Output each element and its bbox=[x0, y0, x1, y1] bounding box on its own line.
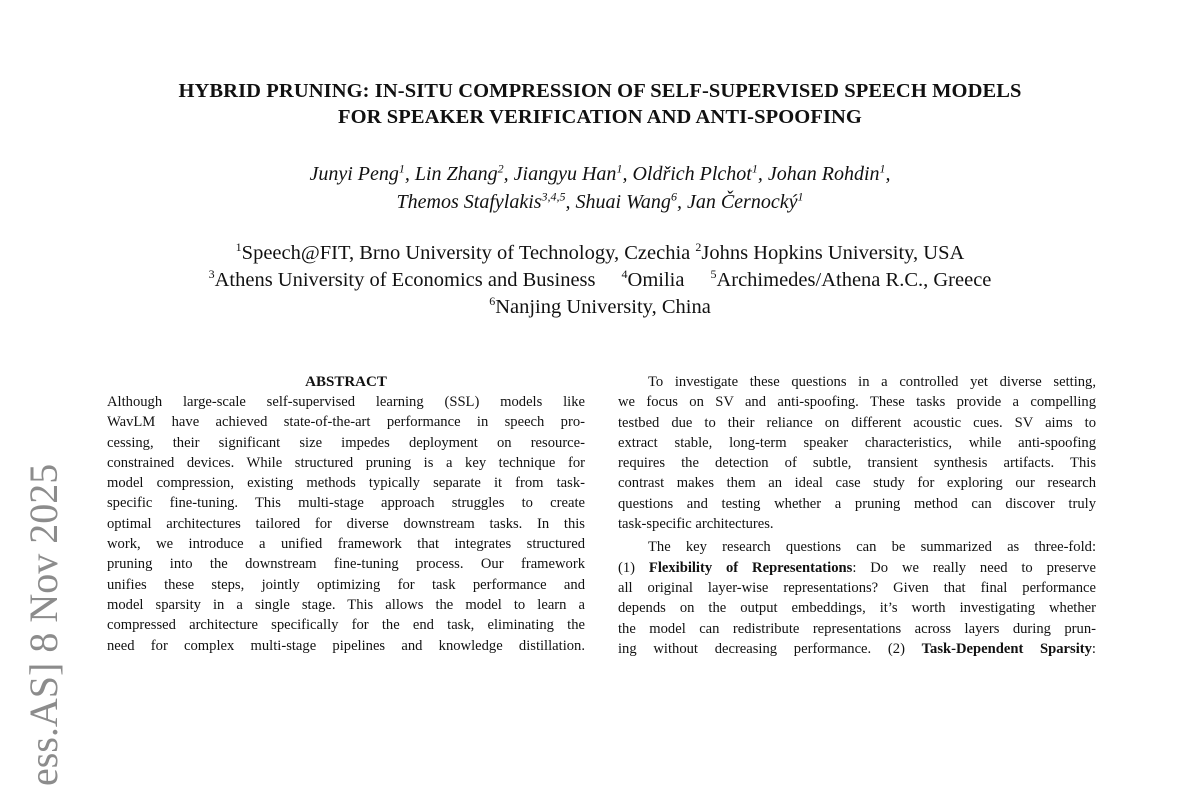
author-affiliation-marker: 1 bbox=[398, 161, 405, 176]
author-name: Lin Zhang bbox=[414, 163, 498, 185]
intro-line: requires the detection of subtle, transient synthesis artifacts. This bbox=[618, 455, 1096, 472]
author-affiliation-marker: 2 bbox=[497, 161, 504, 176]
intro-text: (1) bbox=[618, 559, 649, 576]
intro-line: contrast makes them an ideal case study for exploring our research bbox=[618, 475, 1096, 492]
intro-line: task-specific architectures. bbox=[618, 516, 774, 533]
abstract-line: unifies these steps, jointly optimizing for task performance and bbox=[107, 576, 585, 593]
intro-text: : bbox=[1091, 640, 1096, 657]
intro-line: To investigate these questions in a controlled yet diverse setting, bbox=[648, 374, 1096, 390]
author-name: Johan Rohdin bbox=[767, 163, 880, 185]
affiliation-marker: 2 bbox=[695, 240, 702, 255]
author-name: Themos Stafylakis bbox=[396, 191, 542, 213]
intro-line: questions and testing whether a pruning method can discover truly bbox=[618, 495, 1096, 512]
intro-paragraph-1 bbox=[618, 372, 1096, 534]
affiliation-marker: 4 bbox=[621, 267, 628, 282]
affiliation-line-3 bbox=[0, 294, 1200, 321]
intro-line: depends on the output embeddings, it’s worth investigating whether bbox=[618, 600, 1096, 617]
abstract-line: specific fine-tuning. This multi-stage approach struggles to create bbox=[107, 495, 585, 512]
intro-text: : Do we really need to preserve bbox=[852, 559, 1097, 576]
affiliation-line-1 bbox=[0, 240, 1200, 267]
intro-line: testbed due to their reliance on different acoustic cues. SV aims to bbox=[618, 414, 1096, 431]
author-affiliation-marker: 1 bbox=[879, 161, 886, 176]
author-name: Jan Černocký bbox=[686, 191, 798, 213]
abstract-line: model sparsity in a single stage. This allows the model to learn a bbox=[107, 596, 585, 613]
abstract-line: compressed architecture specifically for the end task, eliminating the bbox=[107, 617, 585, 634]
intro-line bbox=[618, 558, 1096, 578]
intro-text: ing without decreasing performance. (2) bbox=[618, 640, 922, 657]
author-name: Junyi Peng bbox=[309, 163, 399, 185]
affiliation-list bbox=[0, 240, 1200, 321]
intro-line: we focus on SV and anti-spoofing. These tasks provide a compelling bbox=[618, 394, 1096, 411]
abstract-heading: ABSTRACT bbox=[305, 374, 387, 390]
author-affiliation-marker: 3,4,5 bbox=[541, 189, 566, 204]
title-line-2: FOR SPEAKER VERIFICATION AND ANTI-SPOOFING bbox=[338, 106, 862, 128]
abstract-line: pruning into the downstream fine-tuning process. Our framework bbox=[107, 556, 585, 573]
abstract-line: cessing, their significant size impedes deployment on resource- bbox=[107, 434, 585, 451]
abstract-body bbox=[107, 392, 585, 656]
title-line-1: HYBRID PRUNING: IN-SITU COMPRESSION OF SELF-SUPERVISED SPEECH MODELS bbox=[178, 80, 1022, 102]
abstract-line: constrained devices. While structured pruning is a key technique for bbox=[107, 454, 585, 471]
abstract-column bbox=[107, 372, 585, 656]
affiliation-name: Nanjing University, China bbox=[495, 296, 711, 318]
author-affiliation-marker: 1 bbox=[751, 161, 758, 176]
abstract-line: Although large-scale self-supervised learning (SSL) models like bbox=[107, 394, 585, 410]
affiliation-name: Athens University of Economics and Business bbox=[214, 269, 596, 291]
intro-column bbox=[618, 372, 1096, 659]
abstract-line: work, we introduce a unified framework that integrates structured bbox=[107, 536, 585, 553]
abstract-line: need for complex multi-stage pipelines and knowledge distillation. bbox=[107, 637, 585, 654]
arxiv-watermark: ess.AS] 8 Nov 2025 bbox=[21, 463, 66, 786]
research-question-2-title: Task-Dependent Sparsity bbox=[921, 640, 1092, 657]
intro-line: all original layer-wise representations? Given that final performance bbox=[618, 579, 1096, 596]
author-affiliation-marker: 1 bbox=[797, 189, 804, 204]
author-name: Shuai Wang bbox=[575, 191, 671, 213]
intro-line: the model can redistribute representations across layers during prun- bbox=[618, 620, 1096, 637]
intro-line: The key research questions can be summarized as three-fold: bbox=[648, 539, 1096, 556]
author-line-2: Themos Stafylakis$^{3,4,5}$, Shuai Wang$^6$, Jan Černocký$^1$ bbox=[396, 189, 804, 213]
intro-paragraph-2 bbox=[618, 537, 1096, 659]
author-affiliation-marker: 1 bbox=[616, 161, 623, 176]
affiliation-name: Speech@FIT, Brno University of Technology, Czechia bbox=[241, 242, 691, 264]
abstract-line: WavLM have achieved state-of-the-art performance in speech pro- bbox=[107, 414, 585, 431]
affiliation-marker: 1 bbox=[235, 240, 242, 255]
author-name: Oldřich Plchot bbox=[632, 163, 752, 185]
affiliation-name: Johns Hopkins University, USA bbox=[701, 242, 965, 264]
research-question-1-title: Flexibility of Representations bbox=[648, 559, 853, 576]
paper-title bbox=[0, 78, 1200, 130]
intro-line: extract stable, long-term speaker characteristics, while anti-spoofing bbox=[618, 434, 1096, 451]
affiliation-marker: 3 bbox=[208, 267, 215, 282]
abstract-line: model compression, existing methods typically separate it from task- bbox=[107, 475, 585, 492]
intro-line bbox=[618, 639, 1096, 659]
affiliation-name: Archimedes/Athena R.C., Greece bbox=[716, 269, 992, 291]
author-list bbox=[0, 160, 1200, 216]
affiliation-name: Omilia bbox=[627, 269, 685, 291]
author-line-1: Junyi Peng$^1$, Lin Zhang$^2$, Jiangyu Han$^1$, Oldřich Plchot$^1$, Johan Rohdin$^1$, bbox=[309, 161, 891, 185]
affiliation-marker: 6 bbox=[489, 294, 496, 309]
author-affiliation-marker: 6 bbox=[670, 189, 677, 204]
author-name: Jiangyu Han bbox=[513, 163, 617, 185]
affiliation-marker: 5 bbox=[710, 267, 717, 282]
abstract-line: optimal architectures tailored for diverse downstream tasks. In this bbox=[107, 515, 585, 532]
affiliation-line-2 bbox=[0, 267, 1200, 294]
